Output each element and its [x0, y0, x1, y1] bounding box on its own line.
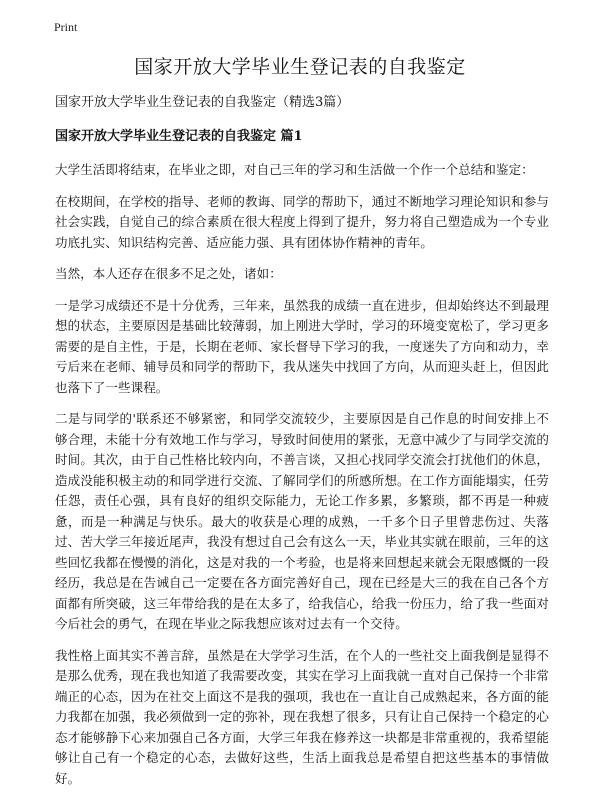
article-heading: 国家开放大学毕业生登记表的自我鉴定 篇1 [55, 129, 303, 144]
document-body [55, 93, 549, 800]
paragraph: 大学生活即将结束，在毕业之即，对自己三年的学习和生活做一个作一个总结和鉴定： [55, 162, 534, 177]
paragraph: 我性格上面其实不善言辞，虽然是在大学学习生活，在个人的一些社交上面我倒是显得不是那么优秀，现在我也知道了我需要改变，其实在学习上面我就一直对自己保持一个非常端正的心态，因为在社交上面这不是我的强项，我也在一直让自己成熟起来，各方面的能力我都在加强，我必须做到一定的弥补，现在我想了很多，只有让自己保持一个稳定的心态才能够静下心来加强自己各方面，大学三年我在修养这一块都是非常重视的，我希望能够让自己有一个稳定的心态，去做好这些，生活上面我总是希望自把这些基本的事情做好。 [55, 647, 549, 786]
paragraph: 二是与同学的'联系还不够紧密，和同学交流较少，主要原因是自己作息的时间安排上不够合理，未能十分有效地工作与学习，导致时间使用的紧张，无意中减少了与同学交流的时间。其次，由于自己性格比较内向，不善言谈，又担心找同学交流会打扰他们的休息，造成没能积极主动的和同学进行交流、了解同学们的所感所想。在工作方面能塌实，任劳任怨，责任心强，具有良好的组织交际能力，无论工作多累，多繁琐，都不再是一种疲惫，而是一种满足与快乐。最大的收获是心理的成熟，一千多个日子里曾悲伤过、失落过、苦大学三年接近尾声，我没有想过自己会有这么一天，毕业其实就在眼前，三年的这些回忆我都在慢慢的消化，这是对我的一个考验，也是将来回想起来就会无限感慨的一段经历，我总是在告诫自己一定要在各方面完善好自己，现在已经是大三的我在自己各个方面都有所突破，这三年带给我的是在太多了，给我信心，给我一份压力，给了我一些面对今后社会的勇气，在现在毕业之际我想应该对过去有一个交待。 [55, 411, 549, 631]
page-title: 国家开放大学毕业生登记表的自我鉴定 [134, 56, 466, 78]
paragraph: 当然，本人还存在很多不足之处，诸如： [55, 266, 282, 281]
document-subtitle: 国家开放大学毕业生登记表的自我鉴定（精选3篇） [55, 95, 350, 110]
print-label: Print [54, 20, 78, 34]
paragraph: 在校期间，在学校的指导、老师的教诲、同学的帮助下，通过不断地学习理论知识和参与社会实践，自觉自己的综合素质在很大程度上得到了提升，努力将自己塑造成为一个专业功底扎实、知识结构完善、适应能力强、具有团体协作精神的青年。 [55, 193, 549, 250]
paragraph: 一是学习成绩还不是十分优秀，三年来，虽然我的成绩一直在进步，但却始终达不到最理想的状态，主要原因是基础比较薄弱，加上刚进大学时，学习的环境变宽松了，学习更多需要的是自主性，于是，长期在老师、家长督导下学习的我，一度迷失了方向和动力，幸亏后来在老师、辅导员和同学的帮助下，我从迷失中找回了方向，从而迎头赶上，但因此也落下了一些课程。 [55, 297, 549, 395]
